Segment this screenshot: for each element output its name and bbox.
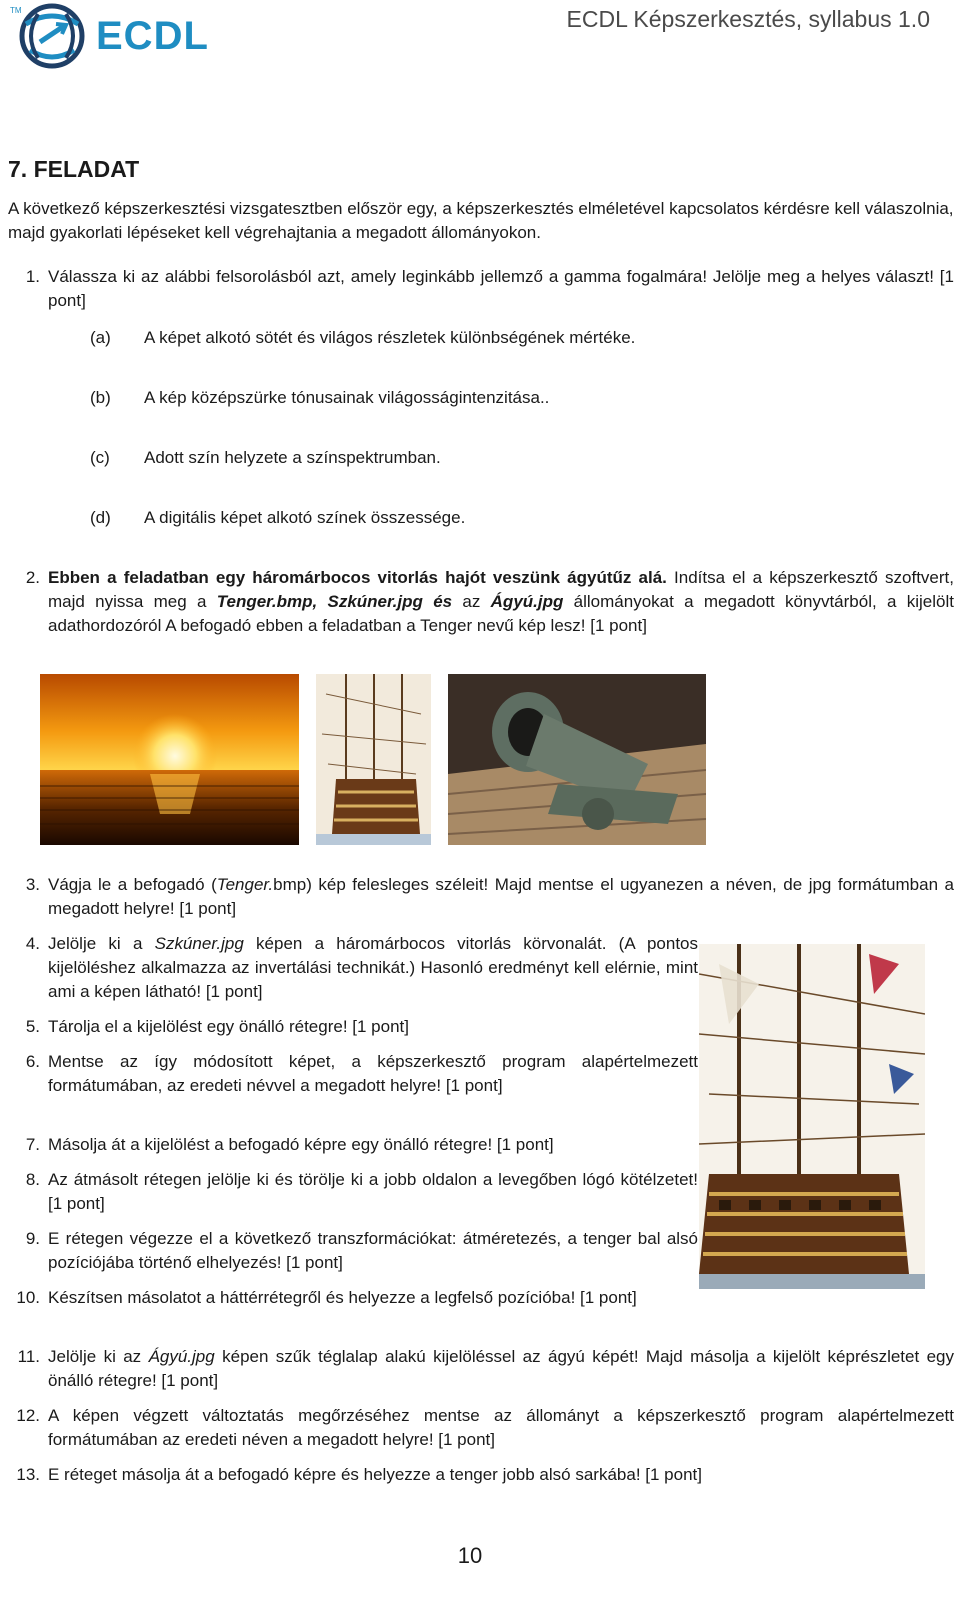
question-1 (8, 265, 954, 313)
question-text: Másolja át a kijelölést a befogadó képre egy önálló rétegre! [1 pont] (48, 1135, 554, 1154)
globe-icon (16, 2, 88, 70)
question-5 (8, 1015, 698, 1039)
question-number: 11. (17, 1347, 40, 1366)
text-segment: képen a háromárbocos vitorlás körvonalát. (A pontos kijelöléshez alkalmazza az invertálási technikát.) Hasonló eredményt kell elérnie, mint ami a képen látható! [1 pont] (48, 934, 698, 1001)
option-label: (a) (90, 328, 111, 347)
intro-paragraph: A következő képszerkesztési vizsgatesztben először egy, a képszerkesztés elméletével kapcsolatos kérdésre kell válaszolnia, majd gyakorlati lépéseket kell végrehajtania a megadott állományokon. (8, 199, 954, 242)
question-9 (8, 1227, 698, 1275)
question-text (48, 1345, 954, 1393)
question-text: Az átmásolt rétegen jelölje ki és törölje ki a jobb oldalon a levegőben lógó kötélzetet! [1 pont] (48, 1170, 698, 1213)
trademark-mark: TM (10, 6, 22, 15)
question-number: 2. (25, 568, 40, 587)
filename: Szkúner.jpg (154, 934, 244, 953)
question-4 (8, 932, 698, 1004)
filename: Tenger.bmp, Szkúner.jpg (216, 592, 423, 611)
question-number: 10. (16, 1288, 40, 1307)
question-6 (8, 1050, 698, 1098)
page-number: 10 (457, 1543, 483, 1568)
question-number: 9. (25, 1229, 40, 1248)
option-text: Adott szín helyzete a színspektrumban. (144, 448, 441, 467)
question-number: 12. (16, 1406, 40, 1425)
option-text: A digitális képet alkotó színek összessége. (144, 508, 466, 527)
question-text: E rétegen végezze el a következő transzformációkat: átméretezés, a tenger bal alsó pozíciójába történő elhelyezés! [1 pont] (48, 1229, 698, 1272)
option-label: (b) (90, 388, 111, 407)
text-segment: ) kép felesleges széleit! Majd mentse el ugyanezen a néven, de jpg formátumban a megadott helyre! [1 pont] (48, 875, 954, 918)
text-segment: Jelölje ki az (48, 1347, 149, 1366)
question-number: 4. (25, 934, 40, 953)
text-segment: képen szűk téglalap alakú kijelöléssel az ágyú képét! Majd másolja a kijelölt képrészletet egy önálló rétegre! [1 pont] (48, 1347, 954, 1390)
ecdl-logo (8, 2, 208, 70)
question-number: 7. (25, 1135, 40, 1154)
question-text: Készítsen másolatot a háttérrétegről és helyezze a legfelső pozícióba! [1 pont] (48, 1288, 637, 1307)
option-text: A kép középszürke tónusainak világosságintenzitása.. (144, 388, 550, 407)
bold-text: Ebben a feladatban egy háromárbocos vitorlás hajót veszünk ágyútűz alá. (48, 568, 667, 587)
question-number: 13. (16, 1465, 40, 1484)
question-number: 1. (25, 267, 40, 286)
question-text: Válassza ki az alábbi felsorolásból azt, amely leginkább jellemző a gamma fogalmára! Jelölje meg a helyes választ! [1 pont] (48, 267, 954, 310)
question-8 (8, 1168, 698, 1216)
question-number: 3. (25, 875, 40, 894)
task-title: 7. FELADAT (8, 156, 140, 182)
text-segment: Jelölje ki a (48, 934, 155, 953)
option-label: (c) (90, 448, 110, 467)
cannon-image (448, 674, 706, 845)
question-text (48, 873, 954, 921)
text-segment: bmp (273, 875, 307, 894)
text-segment: az (462, 592, 491, 611)
question-12 (8, 1404, 954, 1452)
option-text: A képet alkotó sötét és világos részletek különbségének mértéke. (144, 328, 636, 347)
text-segment: és (422, 592, 463, 611)
question-number: 5. (25, 1017, 40, 1036)
header-title: ECDL Képszerkesztés, syllabus 1.0 (566, 6, 930, 32)
question-3 (8, 873, 954, 921)
question-7 (8, 1133, 698, 1157)
filename: Ágyú.jpg (148, 1347, 215, 1366)
question-10 (8, 1286, 698, 1310)
question-text: A képen végzett változtatás megőrzéséhez mentse az állományt a képszerkesztő program alapértelmezett formátumában az eredeti néven a megadott helyre! [1 pont] (48, 1406, 954, 1449)
question-13 (8, 1463, 954, 1487)
question-2 (8, 566, 954, 638)
sailing-ship-small-image (316, 674, 431, 845)
text-segment: Indítsa el a képszerkesztő szoftvert, majd nyissa meg a (48, 568, 954, 611)
question-text: E réteget másolja át a befogadó képre és helyezze a tenger jobb alsó sarkába! [1 pont] (48, 1465, 702, 1484)
filename: Tenger. (216, 875, 274, 894)
option-label: (d) (90, 508, 111, 527)
sunset-sea-image (40, 674, 299, 845)
text-segment: Vágja le a befogadó ( (48, 875, 217, 894)
question-11 (8, 1345, 954, 1393)
question-text (48, 932, 698, 1004)
filename: Ágyú.jpg (490, 592, 564, 611)
question-number: 8. (25, 1170, 40, 1189)
text-segment: állományokat a megadott könyvtárból, a kijelölt adathordozóról A befogadó ebben a feladatban a Tenger nevű kép lesz! [1 pont] (48, 592, 954, 635)
logo-wordmark: ECDL (96, 14, 209, 58)
question-text: Mentse az így módosított képet, a képszerkesztő program alapértelmezett formátumában, az eredeti névvel a megadott helyre! [1 pont] (48, 1052, 698, 1095)
question-text (48, 566, 954, 638)
question-number: 6. (25, 1052, 40, 1071)
question-text: Tárolja el a kijelölést egy önálló rétegre! [1 pont] (48, 1017, 409, 1036)
sailing-ship-large-image (699, 944, 925, 1289)
